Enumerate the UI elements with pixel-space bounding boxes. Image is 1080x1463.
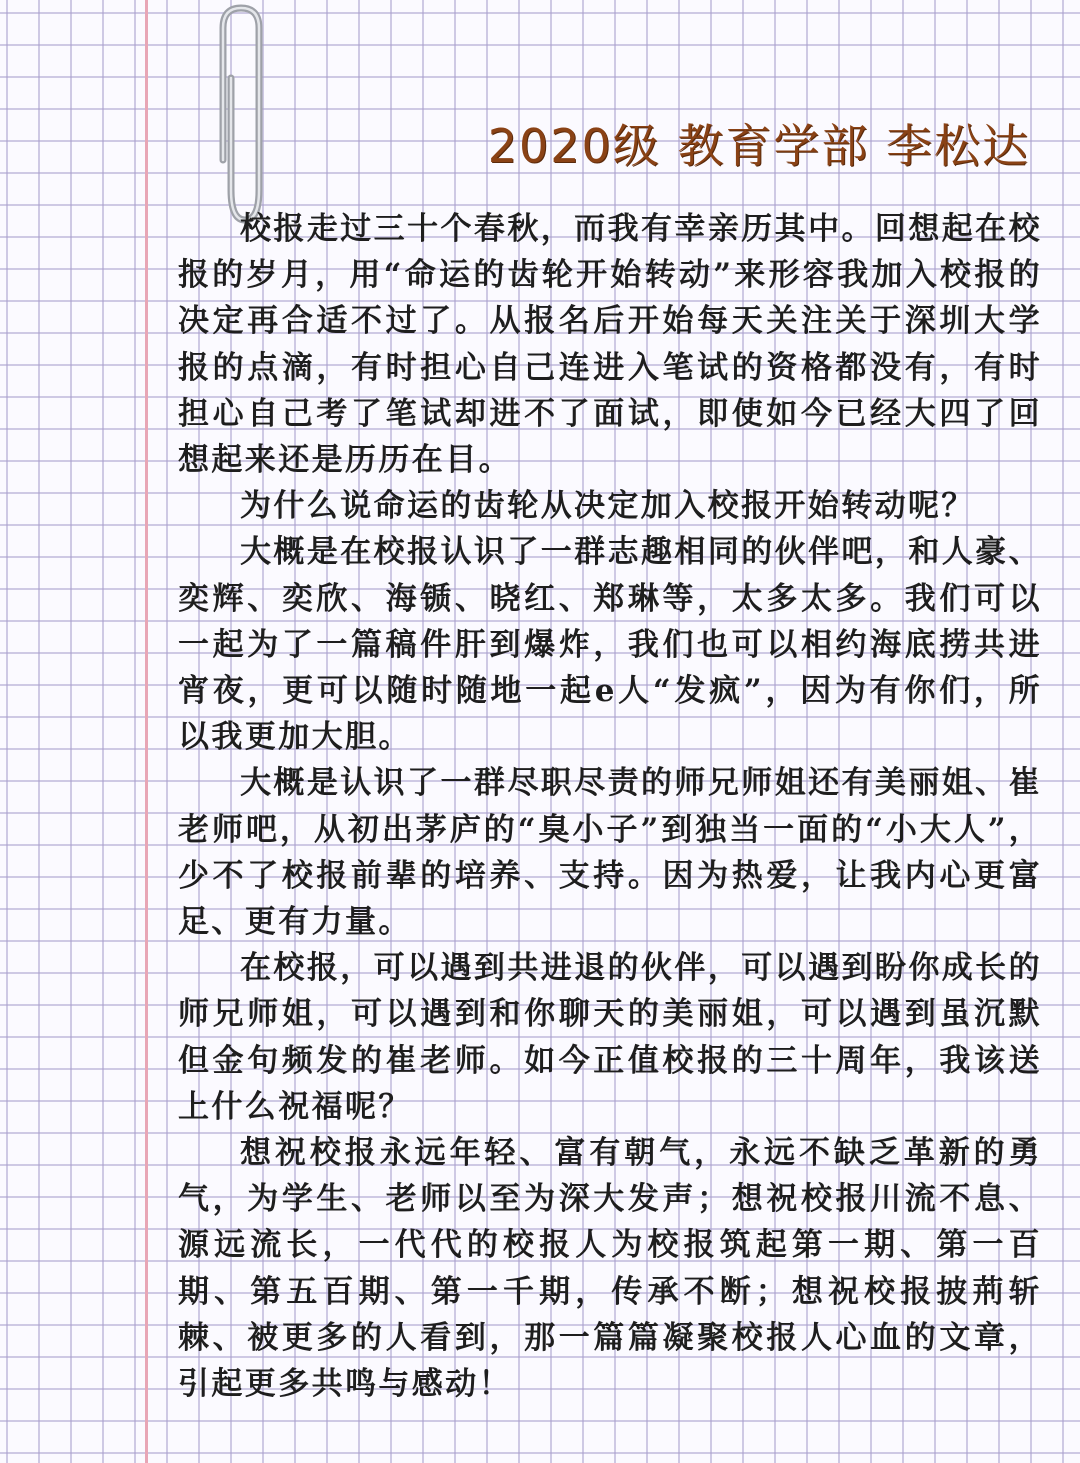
paperclip-icon — [205, 0, 275, 230]
margin-line — [145, 0, 148, 1463]
paragraph: 想祝校报永远年轻、富有朝气，永远不缺乏革新的勇气，为学生、老师以至为深大发声；想祝校报川流不息、源远流长，一代代的校报人为校报筑起第一期、第一百期、第五百期、第一千期，传承不断；想祝校报披荊斩棘、被更多的人看到，那一篇篇凝聚校报人心血的文章，引起更多共鸣与感动！ — [178, 1135, 1042, 1403]
paragraph: 为什么说命运的齿轮从决定加入校报开始转动呢？ — [240, 488, 975, 525]
paragraph: 校报走过三十个春秋，而我有幸亲历其中。回想起在校报的岁月，用“命运的齿轮开始转动”来形容我加入校报的决定再合适不过了。从报名后开始每天关注关于深圳大学报的点滴，有时担心自己连进入笔试的资格都没有，有时担心自己考了笔试却进不了面试，即使如今已经大四了回想起来还是历历在目。 — [178, 211, 1042, 479]
paragraph: 在校报，可以遇到共进退的伙伴，可以遇到盼你成长的师兄师姐，可以遇到和你聊天的美丽姐，可以遇到虽沉默但金句频发的崔老师。如今正值校报的三十周年，我该送上什么祝福呢？ — [178, 950, 1042, 1125]
article-title: 2020级 教育学部 李松达 — [487, 119, 1030, 173]
paragraph: 大概是认识了一群尽职尽责的师兄师姐还有美丽姐、崔老师吧，从初出茅庐的“臭小子”到独当一面的“小大人”，少不了校报前辈的培养、支持。因为热爱，让我内心更富足、更有力量。 — [178, 765, 1042, 941]
article-body — [178, 206, 1042, 1407]
paragraph: 大概是在校报认识了一群志趣相同的伙伴吧，和人豪、奕辉、奕欣、海锧、晓红、郑琳等，太多太多。我们可以一起为了一篇稿件肝到爆炸，我们也可以相约海底捞共进宵夜，更可以随时随地一起e人“发疯”，因为有你们，所以我更加大胆。 — [178, 534, 1042, 756]
